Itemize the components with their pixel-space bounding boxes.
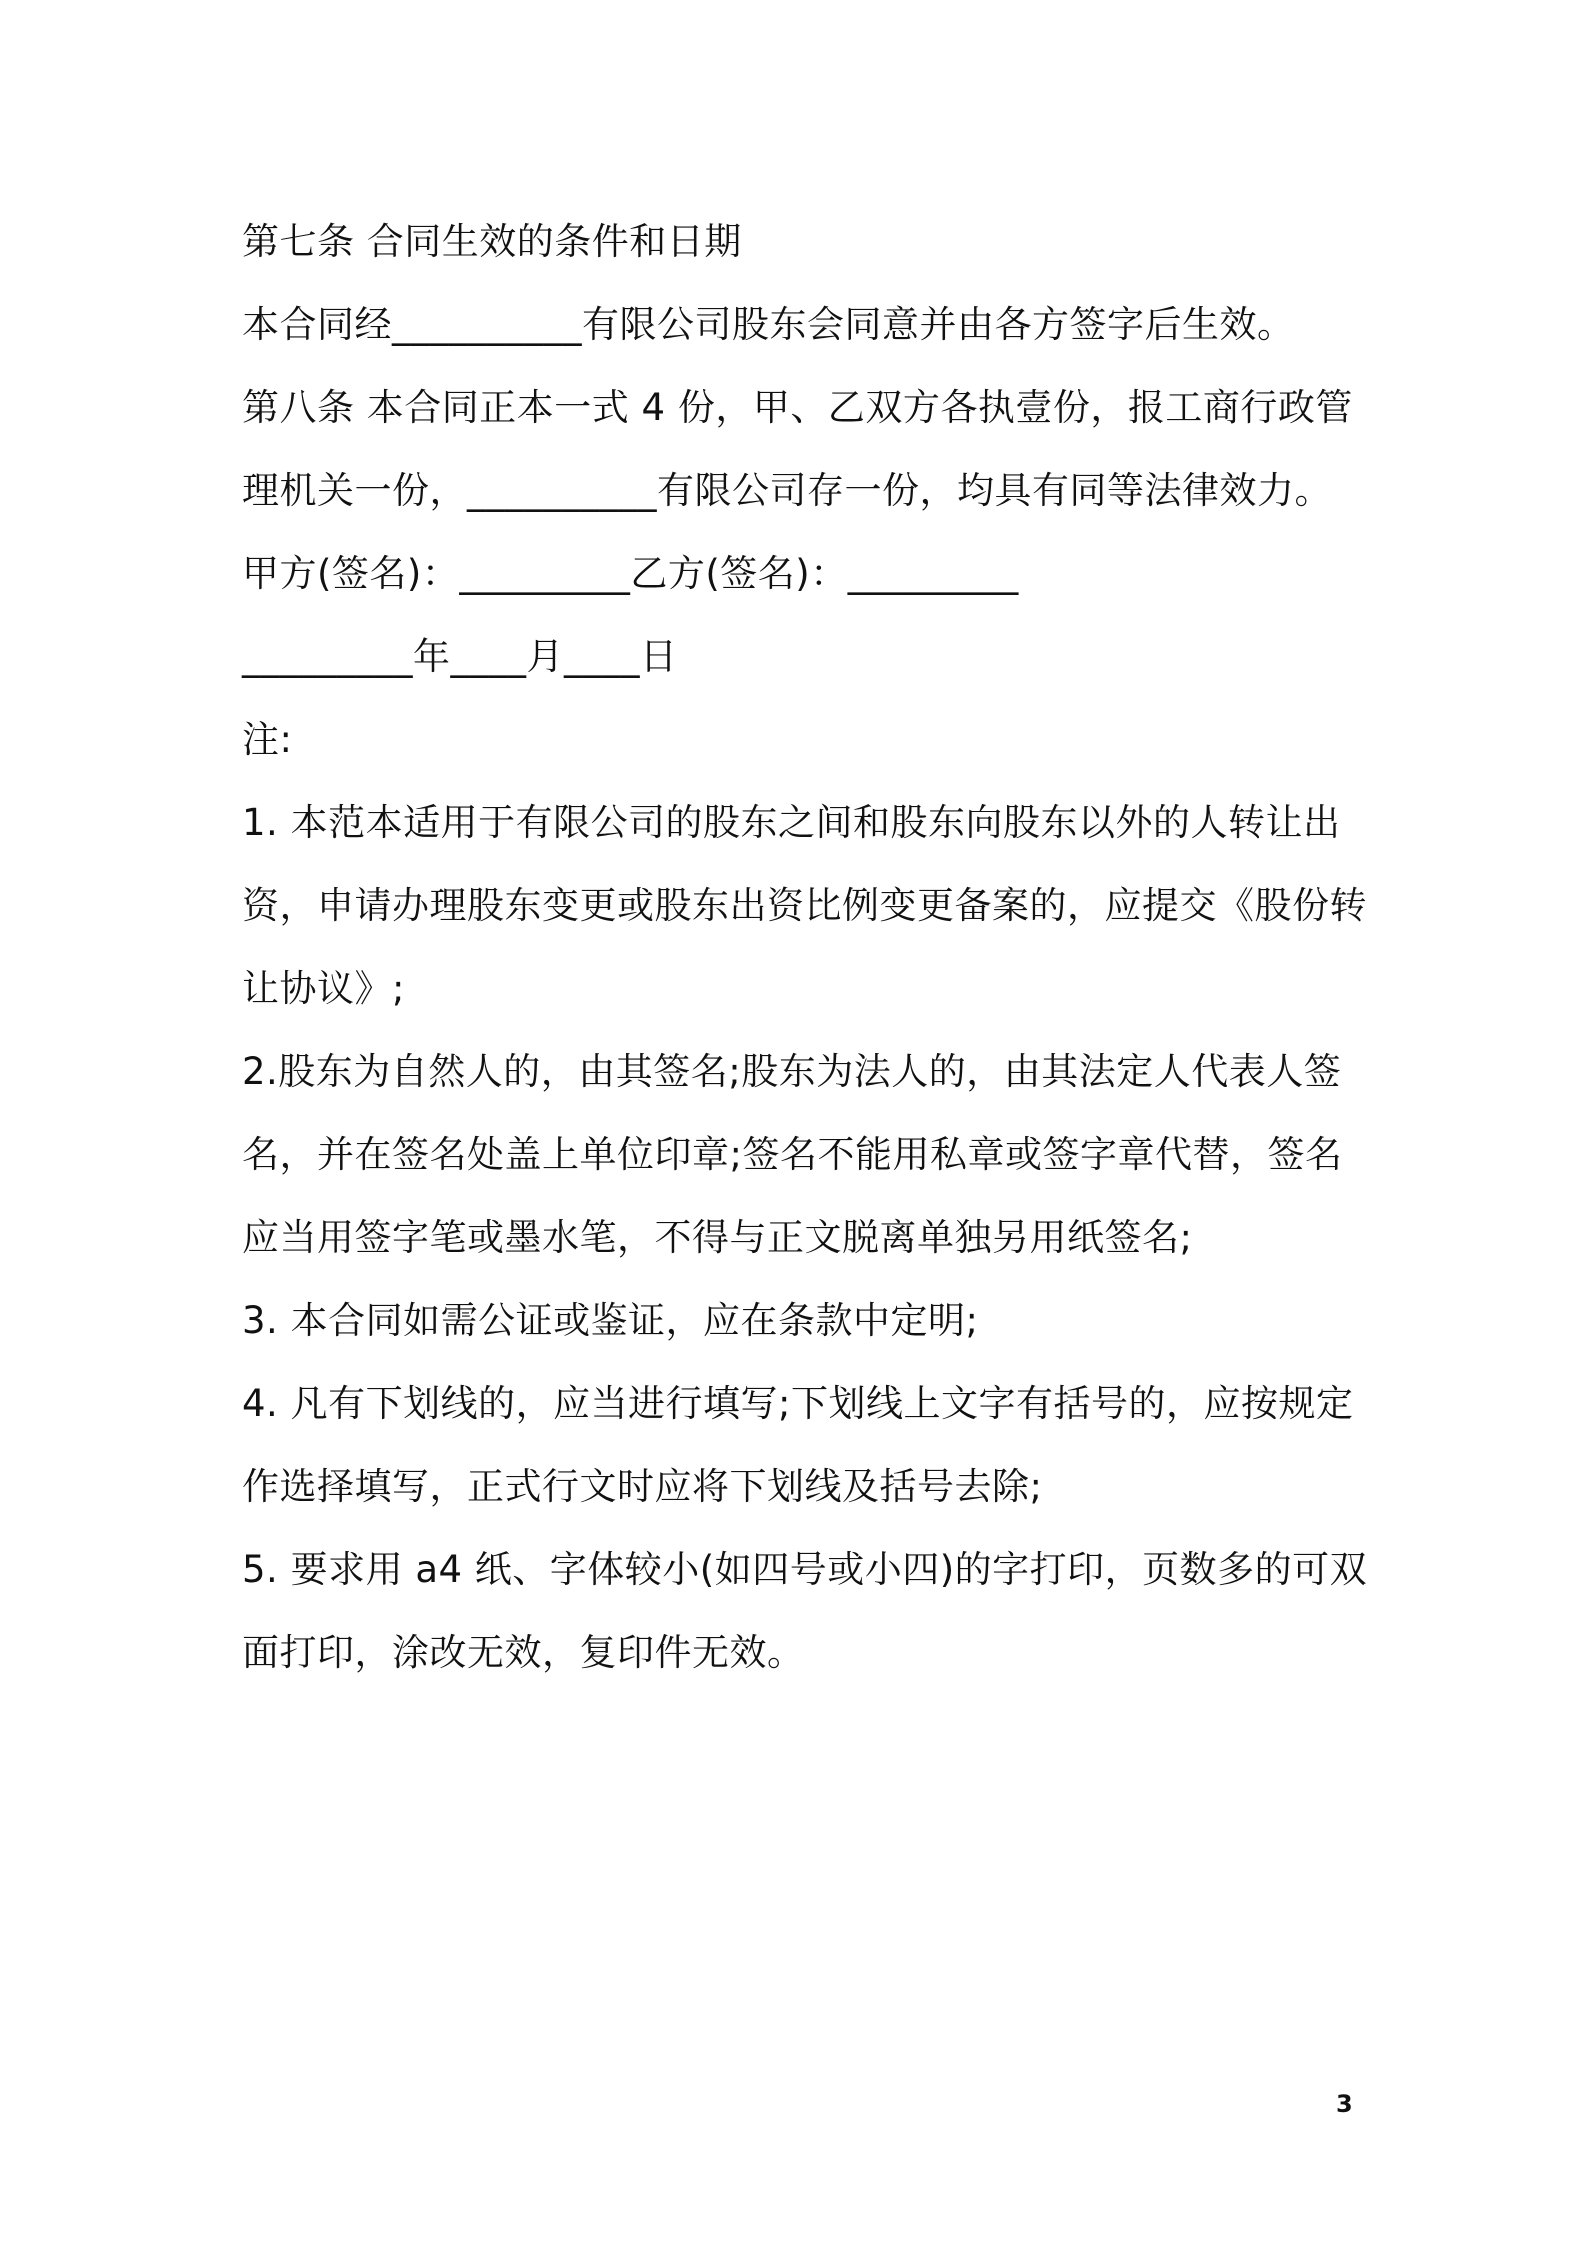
note-4-line-2: 作选择填写，正式行文时应将下划线及括号去除; — [242, 1465, 1043, 1508]
note-2-line-2: 名，并在签名处盖上单位印章;签名不能用私章或签字章代替，签名 — [242, 1133, 1343, 1176]
note-4-line-1: 4. 凡有下划线的，应当进行填写;下划线上文字有括号的，应按规定 — [242, 1382, 1354, 1425]
page-number: 3 — [1336, 2090, 1353, 2118]
note-5-line-2: 面打印，涂改无效，复印件无效。 — [242, 1631, 805, 1674]
article-7-text: 本合同经__________有限公司股东会同意并由各方签字后生效。 — [242, 303, 1295, 346]
article-8-line-2: 理机关一份，__________有限公司存一份，均具有同等法律效力。 — [242, 469, 1332, 512]
note-1-line-2: 资，申请办理股东变更或股东出资比例变更备案的，应提交《股份转 — [242, 884, 1367, 927]
signature-line: 甲方(签名)：_________乙方(签名)：_________ — [242, 552, 1019, 595]
note-2-line-1: 2.股东为自然人的，由其签名;股东为法人的，由其法定人代表人签 — [242, 1050, 1342, 1093]
note-3: 3. 本合同如需公证或鉴证，应在条款中定明; — [242, 1299, 979, 1342]
article-7-heading: 第七条 合同生效的条件和日期 — [242, 220, 742, 263]
notes-heading: 注: — [242, 718, 293, 761]
date-line: _________年____月____日 — [242, 635, 678, 678]
note-1-line-3: 让协议》; — [242, 967, 405, 1010]
note-2-line-3: 应当用签字笔或墨水笔，不得与正文脱离单独另用纸签名; — [242, 1216, 1193, 1259]
note-5-line-1: 5. 要求用 a4 纸、字体较小(如四号或小四)的字打印，页数多的可双 — [242, 1548, 1368, 1591]
note-1-line-1: 1. 本范本适用于有限公司的股东之间和股东向股东以外的人转让出 — [242, 801, 1341, 844]
document-body — [242, 200, 1368, 1694]
article-8-line-1: 第八条 本合同正本一式 4 份，甲、乙双方各执壹份，报工商行政管 — [242, 386, 1353, 429]
